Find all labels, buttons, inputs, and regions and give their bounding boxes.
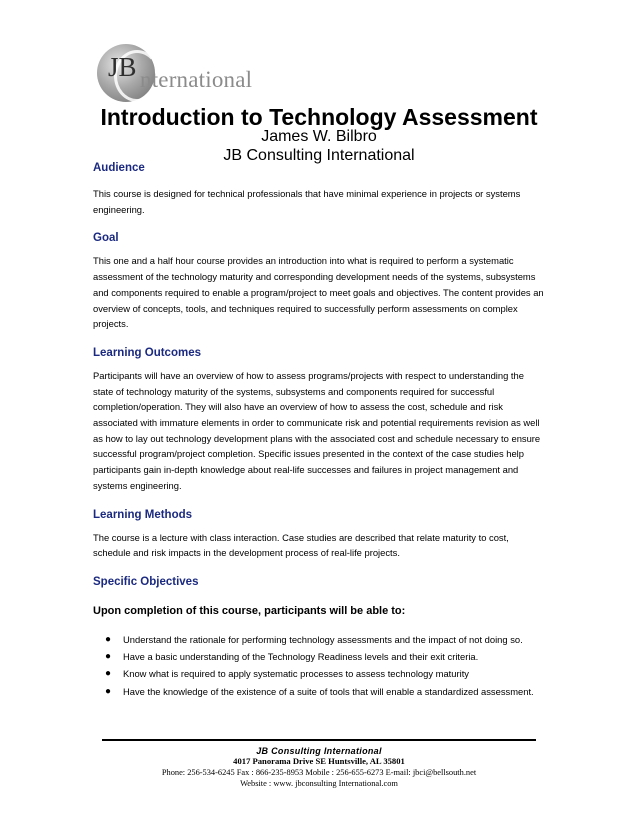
learning-outcomes-heading: Learning Outcomes <box>93 346 201 359</box>
list-item <box>93 684 545 700</box>
list-item <box>93 632 545 648</box>
footer-divider <box>102 739 536 741</box>
logo-wordmark: nternational <box>140 67 253 92</box>
objectives-list <box>93 632 545 699</box>
organization-name: JB Consulting International <box>223 147 415 164</box>
footer-company: JB Consulting International <box>256 746 382 756</box>
company-logo <box>94 44 294 106</box>
bullet-icon: ● <box>105 685 112 697</box>
audience-text: This course is designed for technical professionals that have minimal experience in projects or systems engineering. <box>93 188 521 215</box>
footer-website: Website : www. jbconsulting International.com <box>240 779 398 788</box>
document-title: Introduction to Technology Assessment <box>100 104 538 130</box>
author-name: James W. Bilbro <box>261 128 377 145</box>
bullet-icon: ● <box>105 651 112 663</box>
bullet-icon: ● <box>105 668 112 680</box>
learning-methods-text: The course is a lecture with class interaction. Case studies are described that relate maturity to cost, schedule and risk impacts in the development process of real-life projects. <box>93 531 509 559</box>
learning-outcomes-text: Participants will have an overview of how to assess programs/projects with respect to understanding the state of technology maturity of the systems, subsystems and components required for successful completion/operation. They will also have an overview of how to assess the cost, schedule and risk associated with immature elements in order to communicate risk and potential requirements revision as well as how to lay out technology development plans with the associated cost and schedule necessary to ensure successful program/project completion. Specific issues presented in the context of the case studies help participants gain in-depth knowledge about real-life successes and failures in project management and systems engineering. <box>93 369 541 491</box>
footer-contact: Phone: 256-534-6245 Fax : 866-235-8953 Mobile : 256-655-6273 E-mail: jbci@bellsouth.net <box>161 768 477 777</box>
list-item <box>93 649 545 665</box>
audience-heading: Audience <box>93 162 145 174</box>
logo-monogram: JB <box>108 52 137 82</box>
goal-text: This one and a half hour course provides an introduction into what is required to perform a systematic assessment of the technology maturity and corresponding development needs of the systems, subsystems and components required to enable a program/project to meet goals and objectives. The content provides an overview of concepts, tools, and techniques required to successfully perform assessments on complex projects. <box>93 255 544 330</box>
objective-text: Have a basic understanding of the Technology Readiness levels and their exit criteria. <box>123 651 479 663</box>
objective-text: Know what is required to apply systematic processes to assess technology maturity <box>123 668 469 680</box>
goal-heading: Goal <box>93 232 119 245</box>
bullet-icon: ● <box>105 633 112 645</box>
learning-methods-heading: Learning Methods <box>93 508 193 521</box>
objective-text: Have the knowledge of the existence of a suite of tools that will enable a standardized assessment. <box>123 685 534 697</box>
footer-address: 4017 Panorama Drive SE Huntsville, AL 35801 <box>233 756 405 766</box>
objectives-lead: Upon completion of this course, participants will be able to: <box>93 604 406 617</box>
document-body <box>93 162 545 701</box>
objective-text: Understand the rationale for performing technology assessments and the impact of not doing so. <box>123 633 523 645</box>
list-item <box>93 666 545 682</box>
footer <box>0 746 638 789</box>
specific-objectives-heading: Specific Objectives <box>93 575 199 588</box>
